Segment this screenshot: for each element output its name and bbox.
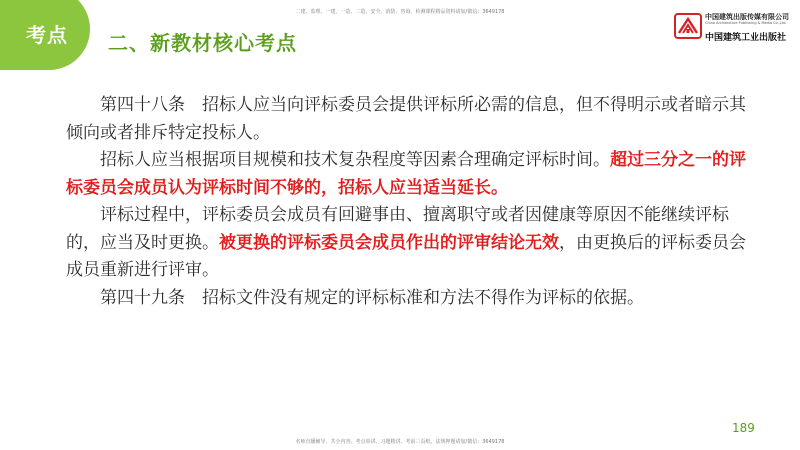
publisher-name-cn: 中国建筑出版传媒有限公司 bbox=[705, 13, 789, 21]
article-number: 第四十八条 bbox=[100, 95, 185, 115]
page-number: 189 bbox=[732, 421, 755, 435]
highlighted-text: 被更换的评标委员会成员作出的评审结论无效 bbox=[219, 232, 559, 253]
section-title: 二、新教材核心考点 bbox=[108, 31, 297, 55]
paragraph-article-48 bbox=[66, 92, 746, 147]
paragraph-evaluation-time bbox=[66, 147, 746, 202]
bottom-watermark-note: 名师直播辅导、共全内容、考点串讲、习题精讲、考前三页纸、法规押题请加/微信：3649178 bbox=[295, 439, 505, 445]
paragraph-text: 招标文件没有规定的评标标准和方法不得作为评标的依据。 bbox=[202, 287, 644, 308]
publisher-logo-icon bbox=[674, 13, 702, 39]
main-content bbox=[66, 92, 746, 312]
publisher-name-calligraphy: 中国建筑工业出版社 bbox=[705, 33, 787, 43]
paragraph-text: 评标过程中，评标委员会成员有回避事由、擅离职守或者因健康等原因不能继续评标的，应当及时更换。 bbox=[66, 205, 729, 253]
paragraph-text: 招标人应当根据项目规模和技术复杂程度等因素合理确定评标时间。 bbox=[100, 150, 610, 170]
paragraph-article-49 bbox=[66, 285, 746, 313]
highlighted-text: 超过三分之一的评标委员会成员认为评标时间不够的，招标人应当适当延长。 bbox=[66, 150, 746, 198]
paragraph-text-after: ，由更换后的评标委员会成员重新进行评审。 bbox=[66, 232, 746, 280]
publisher-brand bbox=[674, 12, 794, 42]
paragraph-text: 招标人应当向评标委员会提供评标所必需的信息，但不得明示或者暗示其倾向或者排斥特定投标人。 bbox=[66, 95, 746, 143]
top-watermark-note: 二建、监理、一建、一造、二造、安全、消防、咨询、检测课程精品资料请加/微信：3649178 bbox=[295, 9, 505, 15]
paragraph-member-replacement bbox=[66, 202, 746, 285]
article-number: 第四十九条 bbox=[100, 287, 185, 308]
corner-label: 考点 bbox=[26, 23, 68, 47]
publisher-name-en: China Architecture Publishing & Media Co.,Ltd. bbox=[705, 21, 787, 25]
